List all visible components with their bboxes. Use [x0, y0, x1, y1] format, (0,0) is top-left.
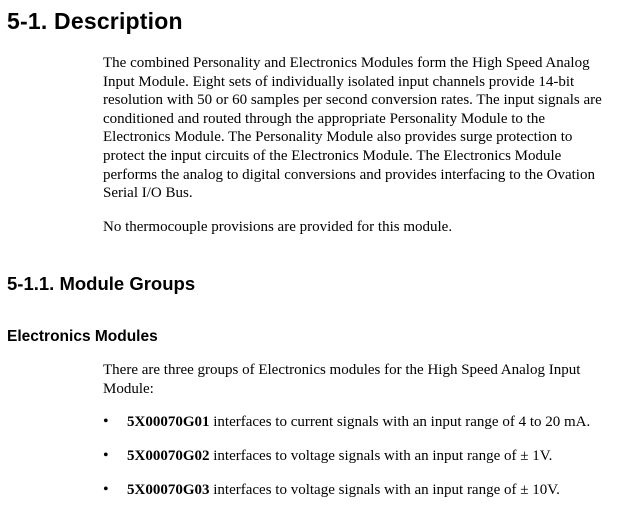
intro-line: conditioned and routed through the appropriate Personality Module to the	[103, 110, 545, 127]
module-code: 5X00070G03	[127, 482, 210, 498]
module-code: 5X00070G01	[127, 414, 210, 430]
intro-line: Electronics Module. The Personality Module also provides surge protection to	[103, 129, 573, 146]
intro-line: performs the analog to digital conversions and provides interfacing to the Ovation	[103, 166, 595, 183]
groups-intro-line: There are three groups of Electronics modules for the High Speed Analog Input	[103, 362, 581, 378]
list-item	[103, 481, 560, 499]
module-description: interfaces to current signals with an input range of 4 to 20 mA.	[209, 414, 591, 430]
bullet-icon: •	[103, 481, 109, 498]
intro-paragraph	[103, 54, 633, 203]
list-item	[103, 413, 590, 431]
intro-line: Serial I/O Bus.	[103, 185, 193, 202]
intro-line: Input Module. Eight sets of individually isolated input channels provide 14-bit	[103, 73, 575, 90]
subheading-electronics-modules: Electronics Modules	[7, 328, 158, 345]
intro-line: protect the input circuits of the Electronics Module. The Electronics Module	[103, 147, 562, 164]
thermocouple-note: No thermocouple provisions are provided for this module.	[103, 219, 453, 235]
module-description: interfaces to voltage signals with an input range of ± 1V.	[209, 448, 553, 464]
intro-line: The combined Personality and Electronics Modules form the High Speed Analog	[103, 55, 590, 71]
module-description: interfaces to voltage signals with an input range of ± 10V.	[209, 482, 560, 498]
intro-line: resolution with 50 or 60 samples per second conversion rates. The input signals are	[103, 92, 602, 109]
bullet-icon: •	[103, 447, 109, 464]
section-heading-module-groups: 5-1.1. Module Groups	[7, 273, 196, 294]
list-item	[103, 447, 552, 465]
groups-intro-line: Module:	[103, 380, 154, 397]
module-code: 5X00070G02	[127, 448, 210, 464]
section-heading-description: 5-1. Description	[7, 8, 183, 34]
groups-intro-paragraph	[103, 361, 633, 398]
bullet-icon: •	[103, 413, 109, 430]
